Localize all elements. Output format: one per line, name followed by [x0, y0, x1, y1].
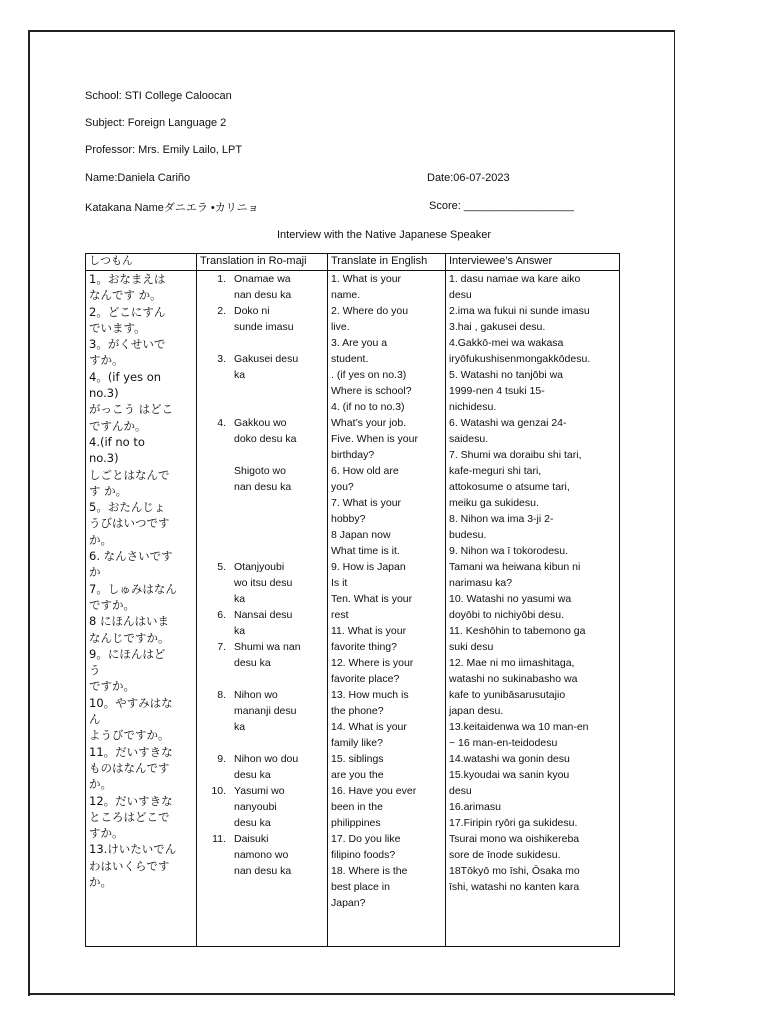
- japanese-question: 7。しゅみはなん ですか。: [89, 581, 177, 612]
- interviewee-answer: 9. Nihon wa ī tokorodesu. Tamani wa heiwana kibun ni narimasu ka?: [449, 545, 581, 589]
- japanese-question: 4.(if no to no.3) しごとはなんで す か。: [89, 434, 170, 498]
- english-cell: [328, 271, 446, 947]
- romaji-text: Doko ni sunde imasu: [234, 305, 294, 333]
- romaji-number: 5.: [217, 561, 226, 573]
- japanese-question: 11。だいすきな ものはなんです か。: [89, 744, 173, 792]
- interviewee-answer: 15.kyoudai wa sanin kyou desu: [449, 769, 570, 797]
- romaji-item: [200, 303, 324, 335]
- interviewee-answer: 17.Firipin ryōri ga sukidesu. Tsurai mono wa oishikereba sore de īnode sukidesu.: [449, 817, 580, 861]
- romaji-number: [200, 463, 234, 495]
- romaji-number: 9.: [217, 753, 226, 765]
- japanese-question: 5。おたんじょ うびはいつです か。: [89, 500, 170, 547]
- romaji-text: Nihon wo dou desu ka: [234, 753, 299, 781]
- romaji-text: Shumi wa nan desu ka: [234, 641, 301, 669]
- english-translation: 7. What is your hobby?: [331, 497, 402, 525]
- romaji-item: [200, 783, 324, 831]
- romaji-number: 4.: [217, 417, 226, 429]
- interviewee-answer: 10. Watashi no yasumi wa doyōbi to nichiyōbi desu.: [449, 593, 572, 621]
- japanese-question: 2。どこにすん でいます。: [89, 304, 166, 335]
- romaji-text: Daisuki namono wo nan desu ka: [234, 833, 292, 877]
- romaji-text: Gakkou wo doko desu ka: [234, 417, 297, 445]
- japanese-question: 6. なんさいです か: [89, 549, 173, 580]
- english-translation: 16. Have you ever been in the philippines: [331, 785, 417, 829]
- romaji-item: [200, 351, 324, 383]
- japanese-question: 3。がくせいで すか。: [89, 337, 166, 368]
- interviewee-answer: 8. Nihon wa ima 3-ji 2- budesu.: [449, 513, 554, 541]
- interviewee-answer: 4.Gakkō-mei wa wakasa iryōfukushisenmongakkōdesu.: [449, 337, 591, 365]
- header-japanese: しつもん: [86, 254, 197, 271]
- romaji-item: [200, 463, 324, 495]
- professor-line: Professor: Mrs. Emily Lailo, LPT: [85, 144, 243, 156]
- answers-cell: [446, 271, 620, 947]
- romaji-number: 2.: [217, 305, 226, 317]
- japanese-question: 12。だいすきな ところはどこで すか。: [89, 793, 173, 841]
- english-translation: 11. What is your favorite thing?: [331, 625, 407, 653]
- interviewee-answer: 6. Watashi wa genzai 24- saidesu.: [449, 417, 567, 445]
- table-header-row: [86, 254, 620, 271]
- english-translation: 13. How much is the phone?: [331, 689, 409, 717]
- header-romaji: Translation in Ro-maji: [197, 254, 328, 271]
- header-answer: Interviewee’s Answer: [446, 254, 620, 271]
- interviewee-answer: 16.arimasu: [449, 801, 501, 813]
- english-translation: 1. What is your name.: [331, 273, 402, 301]
- romaji-number: 10.: [211, 785, 226, 797]
- romaji-item: [200, 415, 324, 447]
- japanese-question: 4。(if yes on no.3) がっこう はどこ ですんか。: [89, 369, 174, 433]
- japanese-question: 9。にほんはど う ですか。: [89, 646, 166, 694]
- romaji-item: [200, 751, 324, 783]
- romaji-item: [200, 687, 324, 735]
- interviewee-answer: 18Tōkyō mo īshi, Ōsaka mo īshi, watashi no kanten kara: [449, 865, 580, 893]
- english-translation: 15. siblings are you the: [331, 753, 384, 781]
- english-translation: Five. When is your birthday?: [331, 433, 418, 461]
- japanese-questions-cell: [86, 271, 197, 947]
- english-translation: 18. Where is the best place in Japan?: [331, 865, 408, 909]
- japanese-question: 13.けいたいでん わはいくらです か。: [89, 842, 177, 889]
- table-row: [86, 271, 620, 947]
- romaji-text: Shigoto wo nan desu ka: [234, 465, 292, 493]
- interviewee-answer: 2.ima wa fukui ni sunde imasu: [449, 305, 590, 317]
- romaji-item: [200, 271, 324, 303]
- japanese-question: 8 にほんはいま なんじですか。: [89, 614, 170, 645]
- english-translation: 2. Where do you live.: [331, 305, 409, 333]
- romaji-number: 7.: [217, 641, 226, 653]
- english-translation: 4. (if no to no.3) What’s your job.: [331, 401, 407, 429]
- romaji-text: Gakusei desu ka: [234, 353, 299, 381]
- english-translation: 17. Do you like filipino foods?: [331, 833, 401, 861]
- romaji-number: 6.: [217, 609, 226, 621]
- interviewee-answer: 12. Mae ni mo iimashitaga, watashi no sukinabasho wa kafe to yunibāsarusutajio japan desu.: [449, 657, 578, 717]
- subject-line: Subject: Foreign Language 2: [85, 117, 227, 129]
- english-translation: . (if yes on no.3) Where is school?: [331, 369, 412, 397]
- student-name-line: Name:Daniela Cariño: [85, 172, 191, 184]
- english-translation: 14. What is your family like?: [331, 721, 407, 749]
- romaji-cell: [197, 271, 328, 947]
- romaji-number: 8.: [217, 689, 226, 701]
- english-translation: 12. Where is your favorite place?: [331, 657, 414, 685]
- score-line: Score: __________________: [429, 200, 574, 212]
- interviewee-answer: 1. dasu namae wa kare aiko desu: [449, 273, 581, 301]
- document-title: Interview with the Native Japanese Speaker: [276, 229, 491, 241]
- romaji-number: 11.: [212, 833, 226, 845]
- romaji-text: Yasumi wo nanyoubi desu ka: [234, 785, 285, 829]
- english-translation: 9. How is Japan Is it: [331, 561, 406, 589]
- interviewee-answer: 7. Shumi wa doraibu shi tari, kafe-meguri shi tari, attokosume o atsume tari, meiku ga sukidesu.: [449, 449, 582, 509]
- romaji-text: Nihon wo mananji desu ka: [234, 689, 297, 733]
- japanese-question: 1。おなまえは なんです か。: [89, 272, 166, 303]
- romaji-text: Otanjyoubi wo itsu desu ka: [234, 561, 293, 605]
- interviewee-answer: 14.watashi wa gonin desu: [449, 753, 570, 765]
- interviewee-answer: 11. Keshōhin to tabemono ga suki desu: [449, 625, 586, 653]
- header-english: Translate in English: [328, 254, 446, 271]
- romaji-item: [200, 559, 324, 607]
- interviewee-answer: 13.keitaidenwa wa 10 man-en ~ 16 man-en-teidodesu: [449, 721, 589, 749]
- romaji-text: Nansai desu ka: [234, 609, 293, 637]
- english-translation: 6. How old are you?: [331, 465, 399, 493]
- english-translation: 8 Japan now What time is it.: [331, 529, 400, 557]
- english-translation: Ten. What is your rest: [331, 593, 413, 621]
- romaji-item: [200, 639, 324, 671]
- school-line: School: STI College Caloocan: [85, 90, 232, 102]
- japanese-question: 10。やすみはな ん ようびですか。: [89, 695, 173, 743]
- page-bottom-rule: [28, 993, 674, 995]
- romaji-text: Onamae wa nan desu ka: [234, 273, 292, 301]
- romaji-number: 1.: [217, 273, 226, 285]
- romaji-item: [200, 607, 324, 639]
- interviewee-answer: 3.hai , gakusei desu.: [449, 321, 546, 333]
- romaji-number: 3.: [217, 353, 226, 365]
- english-translation: 3. Are you a student.: [331, 337, 388, 365]
- interviewee-answer: 5. Watashi no tanjōbi wa 1999-nen 4 tsuki 15- nichidesu.: [449, 369, 564, 413]
- katakana-name-line: Katakana Nameダニエラ •カリニョ: [85, 202, 259, 214]
- interview-table: [85, 253, 620, 947]
- romaji-item: [200, 831, 324, 879]
- date-line: Date:06-07-2023: [427, 172, 510, 184]
